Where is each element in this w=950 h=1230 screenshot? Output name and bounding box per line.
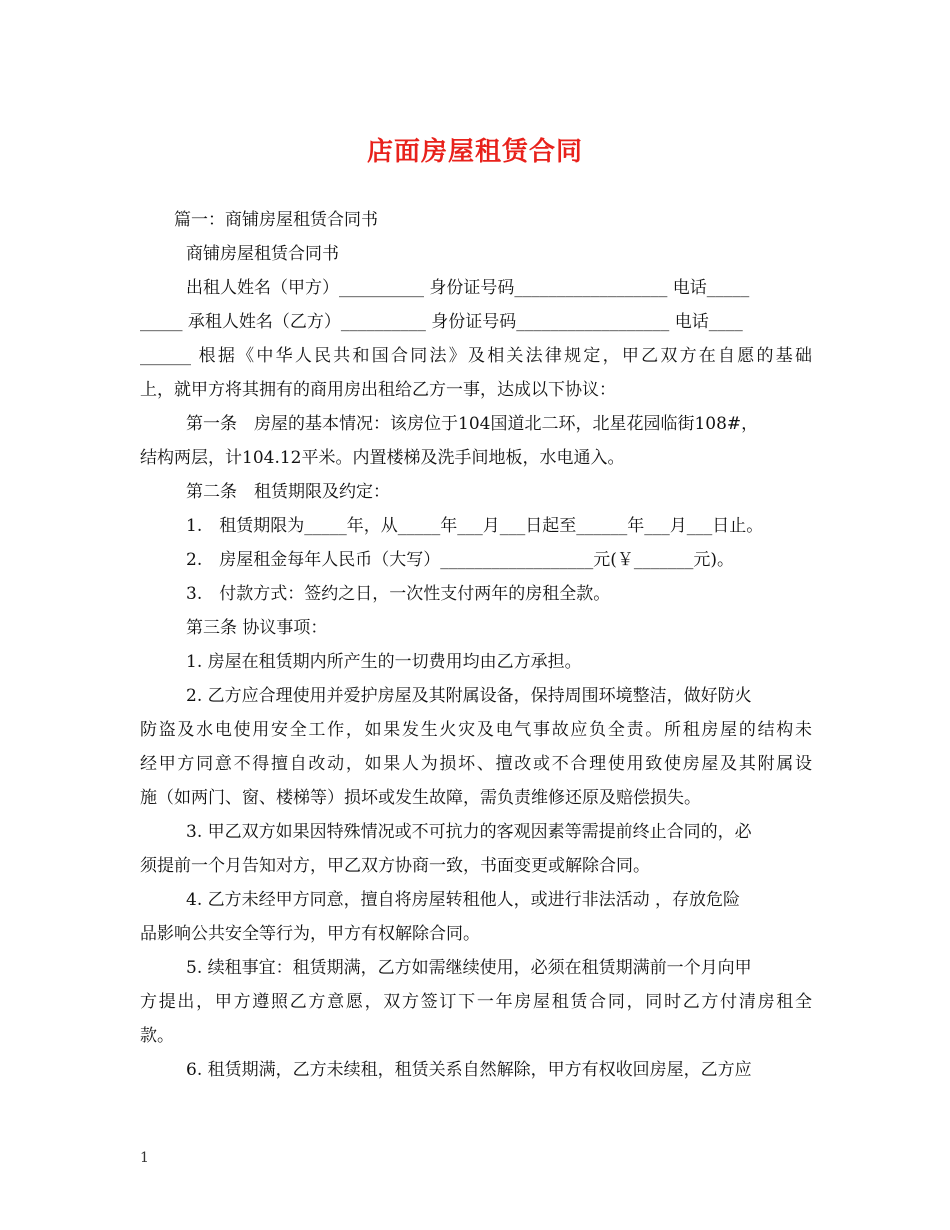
paragraph-line: 3. 付款方式：签约之日，一次性支付两年的房租全款。 — [186, 584, 611, 604]
paragraph-line: 4. 乙方未经甲方同意，擅自将房屋转租他人，或进行非法活动 ，存放危险 — [186, 890, 741, 910]
paragraph-line: 经甲方同意不得擅自改动，如果人为损坏、擅改或不合理使用致使房屋及其附属设 — [140, 754, 812, 774]
paragraph-line: 第二条 租赁期限及约定： — [186, 482, 390, 502]
paragraph-line: 第一条 房屋的基本情况：该房位于104国道北二环，北星花园临街108#， — [186, 414, 759, 434]
paragraph-line: 款。 — [140, 1026, 174, 1046]
document-body — [140, 203, 812, 1087]
paragraph-line: 6. 租赁期满，乙方未续租，租赁关系自然解除，甲方有权收回房屋，乙方应 — [186, 1060, 752, 1080]
paragraph-line: 施（如两门、窗、楼梯等）损坏或发生故障，需负责维修还原及赔偿损失。 — [140, 788, 701, 808]
paragraph-line: 5. 续租事宜：租赁期满，乙方如需继续使用，必须在租赁期满前一个月向甲 — [186, 958, 752, 978]
paragraph-line: 篇一：商铺房屋租赁合同书 — [174, 210, 378, 230]
paragraph-line: 2. 房屋租金每年人民币（大写）__________________元(￥_______元)。 — [186, 550, 734, 570]
paragraph-line: 第三条 协议事项： — [186, 618, 328, 638]
paragraph-line: _____ 承租人姓名（乙方）__________ 身份证号码__________________ 电话____ — [140, 312, 743, 332]
page-number: 1 — [140, 1150, 149, 1166]
paragraph-line: 须提前一个月告知对方，甲乙双方协商一致，书面变更或解除合同。 — [140, 856, 650, 876]
paragraph-line: 出租人姓名（甲方）__________ 身份证号码__________________ 电话_____ — [186, 278, 750, 298]
document-title: 店面房屋租赁合同 — [366, 137, 583, 167]
paragraph-line: 1. 房屋在租赁期内所产生的一切费用均由乙方承担。 — [186, 652, 582, 672]
paragraph-line: 结构两层，计104.12平米。内置楼梯及洗手间地板，水电通入。 — [140, 448, 625, 468]
paragraph-line: 方提出，甲方遵照乙方意愿，双方签订下一年房屋租赁合同，同时乙方付清房租全 — [140, 992, 812, 1012]
paragraph-line: ______ 根据《中华人民共和国合同法》及相关法律规定，甲乙双方在自愿的基础 — [140, 346, 812, 366]
paragraph-line: 品影响公共安全等行为，甲方有权解除合同。 — [140, 924, 480, 944]
paragraph-line: 上，就甲方将其拥有的商用房出租给乙方一事，达成以下协议： — [140, 380, 616, 400]
paragraph-line: 商铺房屋租赁合同书 — [186, 244, 339, 264]
paragraph-line: 1. 租赁期限为_____年，从_____年___月___日起至______年___月___日止。 — [186, 516, 764, 536]
paragraph-line: 2. 乙方应合理使用并爱护房屋及其附属设备，保持周围环境整洁，做好防火 — [186, 686, 752, 706]
paragraph-line: 3. 甲乙双方如果因特殊情况或不可抗力的客观因素等需提前终止合同的，必 — [186, 822, 752, 842]
paragraph-line: 防盗及水电使用安全工作，如果发生火灾及电气事故应负全责。所租房屋的结构未 — [140, 720, 812, 740]
